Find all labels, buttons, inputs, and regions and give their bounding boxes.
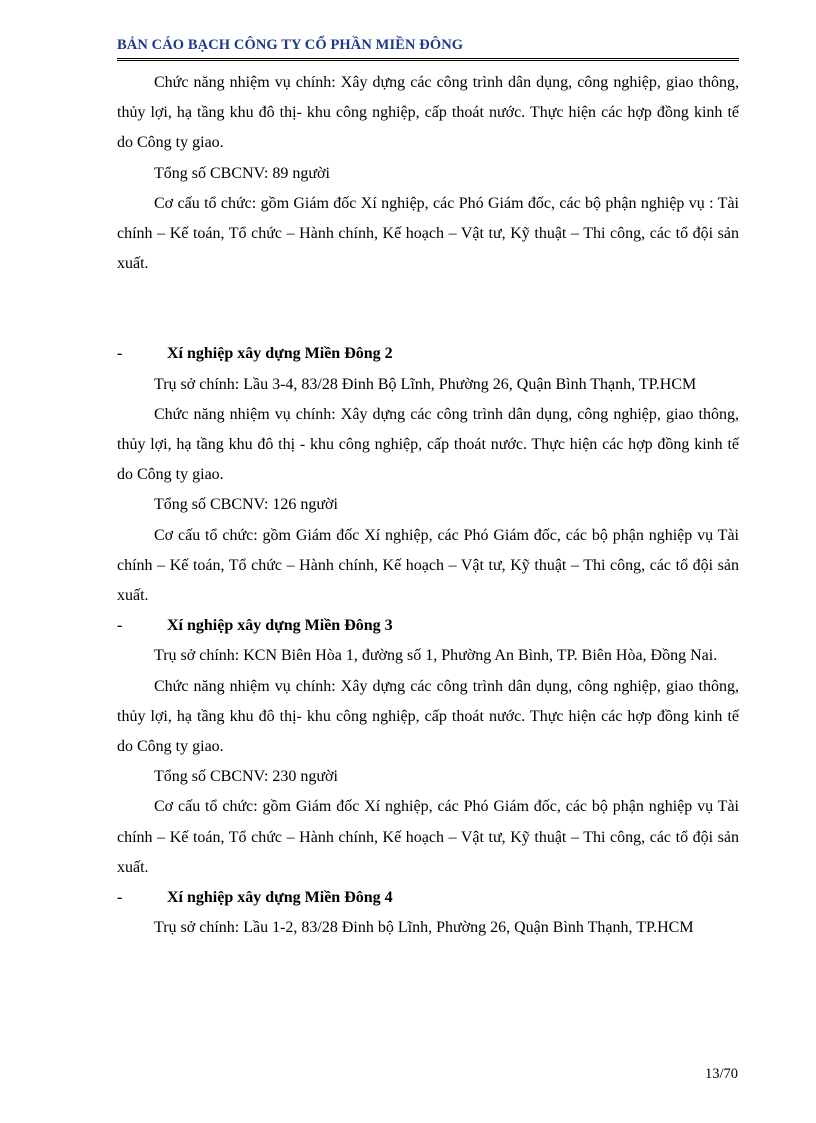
section-heading-xn2 [117,339,739,369]
paragraph-office: Trụ sở chính: Lầu 1-2, 83/28 Đinh bộ Lĩnh, Phường 26, Quận Bình Thạnh, TP.HCM [154,919,694,937]
bullet-dash: - [117,889,123,907]
paragraph-structure: Cơ cấu tổ chức: gồm Giám đốc Xí nghiệp, các Phó Giám đốc, các bộ phận nghiệp vụ Tài chính – Kế toán, Tổ chức – Hành chính, Kế hoạch – Vật tư, Kỹ thuật – Thi công, các tổ đội sản xuất. [117,798,739,876]
spacer [117,279,739,339]
paragraph-office: Trụ sở chính: KCN Biên Hòa 1, đường số 1, Phường An Bình, TP. Biên Hòa, Đồng Nai. [154,647,718,665]
page-number: 13/70 [704,1066,738,1082]
paragraph-function: Chức năng nhiệm vụ chính: Xây dựng các công trình dân dụng, công nghiệp, giao thông, thủy lợi, hạ tầng khu đô thị- khu công nghiệp, cấp thoát nước. Thực hiện các hợp đồng kinh tế do Công ty giao. [117,74,739,152]
header-rule-top [117,58,739,59]
section-title: Xí nghiệp xây dựng Miền Đông 3 [167,617,393,635]
section-heading-xn4 [117,883,739,913]
bullet-dash: - [117,345,123,363]
header-rule-bottom [117,60,739,61]
paragraph-staff: Tổng số CBCNV: 126 người [154,496,338,514]
section-title: Xí nghiệp xây dựng Miền Đông 4 [167,889,393,907]
paragraph-office: Trụ sở chính: Lầu 3-4, 83/28 Đinh Bộ Lĩnh, Phường 26, Quận Bình Thạnh, TP.HCM [154,375,697,393]
paragraph-structure: Cơ cấu tổ chức: gồm Giám đốc Xí nghiệp, các Phó Giám đốc, các bộ phận nghiệp vụ Tài chính – Kế toán, Tổ chức – Hành chính, Kế hoạch – Vật tư, Kỹ thuật – Thi công, các tổ đội sản xuất. [117,526,739,605]
bullet-dash: - [117,617,123,635]
paragraph-function: Chức năng nhiệm vụ chính: Xây dựng các công trình dân dụng, công nghiệp, giao thông, thủy lợi, hạ tầng khu đô thị - khu công nghiệp, cấp thoát nước. Thực hiện các hợp đồng kinh tế do Công ty giao. [117,405,739,484]
document-header: BẢN CÁO BẠCH CÔNG TY CỔ PHẦN MIỀN ĐÔNG [117,37,464,53]
paragraph-function: Chức năng nhiệm vụ chính: Xây dựng các công trình dân dụng, công nghiệp, giao thông, thủy lợi, hạ tầng khu đô thị- khu công nghiệp, cấp thoát nước. Thực hiện các hợp đồng kinh tế do Công ty giao. [117,677,739,756]
section-title: Xí nghiệp xây dựng Miền Đông 2 [167,345,393,363]
paragraph-staff: Tổng số CBCNV: 230 người [154,768,338,786]
paragraph-structure: Cơ cấu tổ chức: gồm Giám đốc Xí nghiệp, các Phó Giám đốc, các bộ phận nghiệp vụ : Tài chính – Kế toán, Tổ chức – Hành chính, Kế hoạch – Vật tư, Kỹ thuật – Thi công, các tổ đội sản xuất. [117,194,739,273]
page-body [117,68,739,943]
paragraph-staff: Tổng số CBCNV: 89 người [154,164,330,182]
section-heading-xn3 [117,611,739,641]
